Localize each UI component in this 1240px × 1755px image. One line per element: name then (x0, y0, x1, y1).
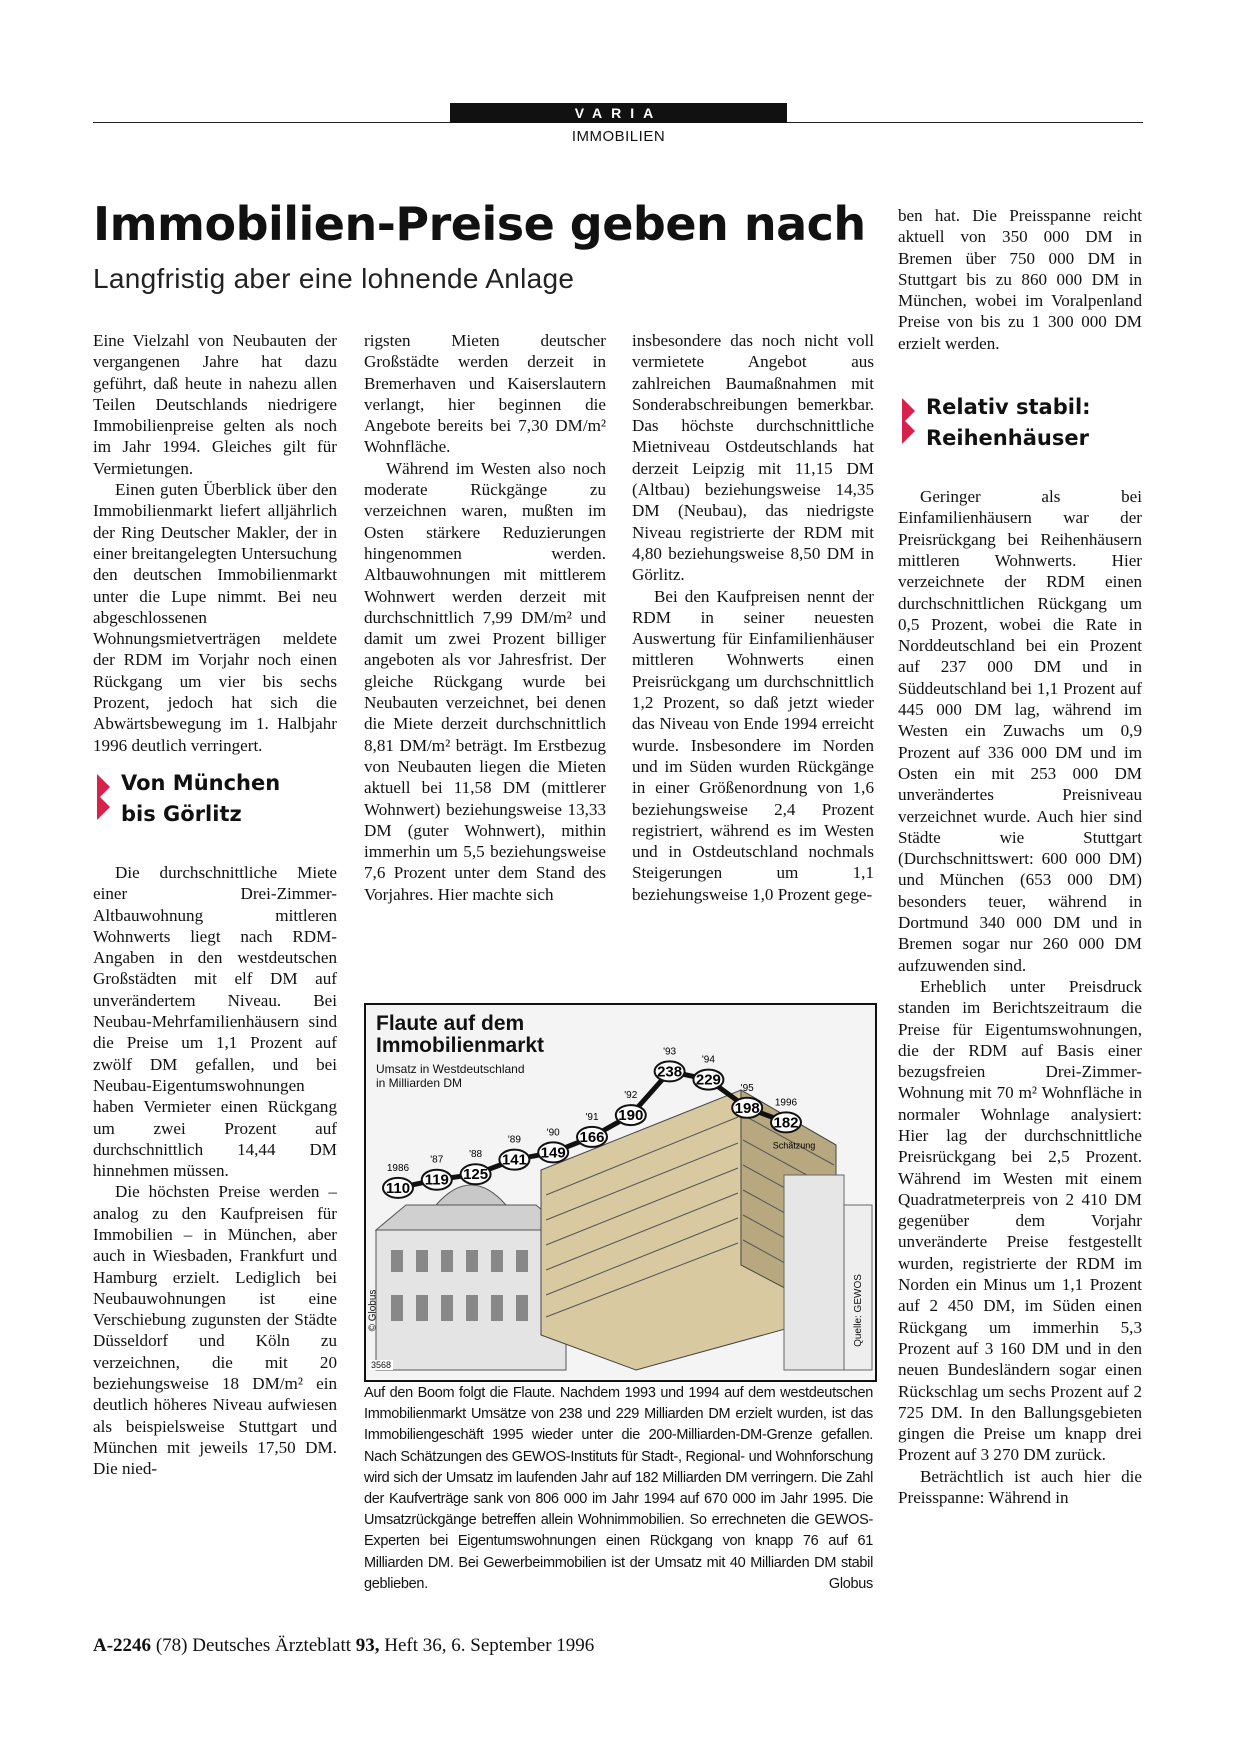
column-1 (93, 330, 337, 1480)
chart-value-label: 119 (424, 1171, 449, 1189)
chart-year-label: '87 (430, 1154, 444, 1166)
chart-title-line: Immobilienmarkt (376, 1034, 545, 1057)
column-2 (364, 330, 606, 905)
chart-value-label: 110 (385, 1179, 411, 1197)
chart-value-label: 166 (579, 1128, 605, 1146)
chart-year-label: '95 (740, 1082, 754, 1094)
paragraph: Die höchsten Preise werden – analog zu den Kaufpreisen für Immobilien – in München, aber auch in Wiesbaden, Frankfurt und Hamburg erzielt. Lediglich bei Neubauwohnungen ist eine Verschiebung zugunsten der Städte Düsseldorf und Köln zu verzeichnen, die mit 20 beziehungsweise 18 DM/m² ein deutlich höheres Niveau aufwiesen als beispielsweise Stuttgart und München mit jeweils 17,50 DM. Die nied- (93, 1182, 337, 1479)
paragraph: Die durchschnittliche Miete einer Drei-Zimmer-Altbauwohnung mittleren Wohnwerts liegt nach RDM-Angaben in den westdeutschen Großstädten mit elf DM auf unverändertem Niveau. Bei Neubau-Mehrfamilienhäusern sind die Preise um 1,1 Prozent auf zwölf DM gefallen, und bei Neubau-Eigentumswohnungen haben Vermieter einen Rückgang um zwei Prozent auf durchschnittlich 14,44 DM hinnehmen müssen. (93, 862, 337, 1181)
caption-text: Auf den Boom folgt die Flaute. Nachdem 1993 und 1994 auf dem westdeutschen Immobilienmarkt Umsätze von 238 und 229 Milliarden DM erzielt wurden, ist das Immobiliengeschäft 1995 wieder unter die 200-Milliarden-DM-Grenze gefallen. Nach Schätzungen des GEWOS-Instituts für Stadt-, Regional- und Wohnforschung wird sich der Umsatz im laufenden Jahr auf 182 Milliarden DM verringern. Die Zahl der Kaufverträge sank von 806 000 im Jahr 1994 auf 670 000 im Jahr 1995. Die Umsatzrückgänge betreffen allein Wohnimmobilien. So errechneten die GEWOS-Experten bei Eigentumswohnungen einen Rückgang von knapp 76 auf 61 Milliarden DM. Bei Gewerbeimmobilien ist der Umsatz mit 40 Milliarden DM stabil geblieben. (364, 1385, 873, 1592)
column-3 (632, 330, 874, 905)
paragraph: Beträchtlich ist auch hier die Preisspanne: Während in (898, 1466, 1142, 1508)
subheading-line: Reihenhäuser (926, 426, 1089, 451)
chart-value-label: 141 (501, 1151, 527, 1169)
source-credit: Quelle: GEWOS (853, 1274, 865, 1347)
paragraph: ben hat. Die Preisspanne reicht aktuell von 350 000 DM in Bremen über 750 000 DM in Stuttgart bis zu 860 000 DM in München, wobei im Voralpenland Preise von bis zu 1 300 000 DM erzielt werden. (898, 206, 1142, 353)
paragraph: Bei den Kaufpreisen nennt der RDM in seiner neuesten Auswertung für Einfamilienhäuser mittleren Wohnwerts einen Preisrückgang um durchschnittlich 1,2 Prozent, so daß jetzt wieder das Niveau von Ende 1994 erreicht wurde. Insbesondere im Norden und im Süden wurden Rückgänge in einer Größenordnung von 1,6 beziehungsweise 2,4 Prozent registriert, während es im Westen und in Ostdeutschland nochmals Steigerungen um 1,1 beziehungsweise 1,0 Prozent gege- (632, 586, 874, 904)
building-illustration (376, 1090, 872, 1370)
issue-date: Heft 36, 6. September 1996 (384, 1635, 595, 1656)
chart-value-label: 182 (773, 1114, 799, 1132)
chart-year-label: '88 (469, 1149, 483, 1161)
column-4 (898, 205, 1142, 1508)
section-label: IMMOBILIEN (571, 128, 666, 145)
globus-credit: © Globus (367, 1289, 379, 1332)
figure-number: 3568 (371, 1360, 392, 1370)
subheading-line: Von München (121, 770, 281, 795)
paragraph: rigsten Mieten deutscher Großstädte werden derzeit in Bremerhaven und Kaiserslautern verlangt, hier beginnen die Angebote bereits bei 7,30 DM/m² Wohnfläche. (364, 331, 606, 457)
chart-annotation: Schätzung (772, 1140, 816, 1151)
chart-subtitle (376, 1062, 525, 1090)
chart-year-label: '91 (585, 1111, 599, 1123)
chart-subtitle-line: Umsatz in Westdeutschland (376, 1062, 525, 1076)
chart-value-label: 190 (618, 1107, 644, 1125)
page-number: A-2246 (93, 1635, 152, 1656)
subheading-line: bis Görlitz (121, 801, 242, 826)
subheading-muenchen-goerlitz (93, 768, 337, 830)
paragraph: Eine Vielzahl von Neubauten der vergangenen Jahre hat dazu geführt, daß heute in nahezu allen Teilen Deutschlands niedrigere Immobilienpreise gelten als noch im Jahr 1994. Gleiches gilt für Vermietungen. (93, 331, 337, 478)
chart-value-label: 125 (463, 1166, 489, 1184)
chart-figure (364, 1003, 877, 1382)
chart-year-label: '94 (701, 1054, 715, 1066)
journal-volume: 93, (355, 1635, 380, 1656)
paragraph: Während im Westen also noch moderate Rückgänge zu verzeichnen waren, mußten im Osten stärkere Reduzierungen hingenommen werden. Altbauwohnungen mit mittlerem Wohnwert werden derzeit mit durchschnittlich 7,99 DM/m² und damit um zwei Prozent billiger angeboten als vor Jahresfrist. Der gleiche Rückgang wurde bei Neubauten verzeichnet, bei denen die Miete derzeit durchschnittlich 8,81 DM/m² beträgt. Im Erstbezug von Neubauten liegen die Mieten aktuell bei 11,58 DM (mittlerer Wohnwert) beziehungsweise 13,33 DM (guter Wohnwert), mithin immerhin um 5,5 beziehungsweise 7,6 Prozent unter dem Stand des Vorjahres. Hier machte sich (364, 458, 606, 904)
varia-banner: VARIA (450, 103, 787, 123)
paragraph: Einen guten Überblick über den Immobilienmarkt liefert alljährlich der Ring Deutscher Makler, der in einer breitangelegten Untersuchung den deutschen Immobilienmarkt unter die Lupe nimmt. Bei neu abgeschlossenen Wohnungsmietverträgen meldete der RDM im Vorjahr noch einen Rückgang um vier bis sechs Prozent, jedoch hat sich die Abwärtsbewegung im 1. Halbjahr 1996 deutlich verringert. (93, 480, 337, 755)
article-title: Immobilien-Preise geben nach (93, 197, 866, 251)
red-triangle-icon (97, 794, 110, 820)
caption-source: Globus (828, 1576, 873, 1593)
chart-value-label: 149 (540, 1144, 566, 1162)
chart-year-label: '93 (663, 1046, 677, 1058)
journal-name: (78) Deutsches Ärzteblatt (155, 1635, 352, 1656)
paragraph: insbesondere das noch nicht voll vermietete Angebot aus zahlreichen Baumaßnahmen mit Sonderabschreibungen bemerkbar. Das höchste durchschnittliche Mietniveau Ostdeutschlands hat derzeit Leipzig mit 11,15 DM (Altbau) beziehungsweise 14,35 DM (Neubau), das niedrigste Niveau registrierte der RDM mit 4,80 beziehungsweise 8,50 DM in Görlitz. (632, 331, 874, 585)
page-footer (93, 1635, 594, 1657)
subheading-line: Relativ stabil: (926, 395, 1091, 420)
subheading-reihenhaeuser (898, 392, 1142, 454)
chart-year-label: '89 (507, 1134, 521, 1146)
chart-year-label: 1996 (774, 1097, 798, 1109)
chart-title-line: Flaute auf dem (376, 1012, 525, 1035)
chart-year-label: 1986 (386, 1162, 410, 1174)
chart-value-label: 238 (657, 1063, 683, 1081)
chart-year-label: '92 (624, 1090, 638, 1102)
chart-value-label: 229 (695, 1071, 721, 1089)
chart-title (376, 1013, 544, 1057)
figure-caption (364, 1383, 873, 1595)
chart-year-label: '90 (546, 1127, 560, 1139)
paragraph: Erheblich unter Preisdruck standen im Berichtszeitraum die Preise für Eigentumswohnungen, die der RDM auf Basis einer bezugsfreien Drei-Zimmer-Wohnung mit 70 m² Wohnfläche in normaler Wohnlage analysiert: Hier lag der durchschnittliche Preisrückgang bei 2,5 Prozent. Während im Westen mit einem Quadratmeterpreis von 2 410 DM gegenüber dem Vorjahr unveränderte Preise festgestellt wurden, registrierte der RDM im Norden ein Minus um 1,1 Prozent auf 2 450 DM, im Süden einen Rückgang um immerhin 5,3 Prozent auf 3 160 DM und in den neuen Bundesländern sogar einen Rückschlag um sechs Prozent auf 2 725 DM. In den Ballungsgebieten gingen die Preise um knapp drei Prozent auf 3 270 DM zurück. (898, 976, 1142, 1465)
chart-value-label: 198 (734, 1099, 760, 1117)
paragraph: Geringer als bei Einfamilienhäusern war der Preisrückgang bei Reihenhäusern mittleren Wohnwerts. Hier verzeichnete der RDM einen durchschnittlichen Rückgang um 0,5 Prozent, wobei die Rate in Norddeutschland bei ein Prozent auf 237 000 DM und in Süddeutschland bei 1,1 Prozent auf 445 000 DM lag, während im Westen ein Zuwachs um 0,9 Prozent auf 336 000 DM und im Osten ein mit 253 000 DM unverändertes Preisniveau verzeichnet wurde. Auch hier sind Städte wie Stuttgart (Durchschnittswert: 600 000 DM) und München (653 000 DM) besonders teuer, während in Dortmund 340 000 DM und in Bremen sogar nur 260 000 DM aufzuwenden sind. (898, 487, 1142, 975)
red-triangle-icon (902, 418, 915, 444)
chart-subtitle-line: in Milliarden DM (376, 1076, 463, 1090)
article-subtitle: Langfristig aber eine lohnende Anlage (93, 263, 575, 294)
